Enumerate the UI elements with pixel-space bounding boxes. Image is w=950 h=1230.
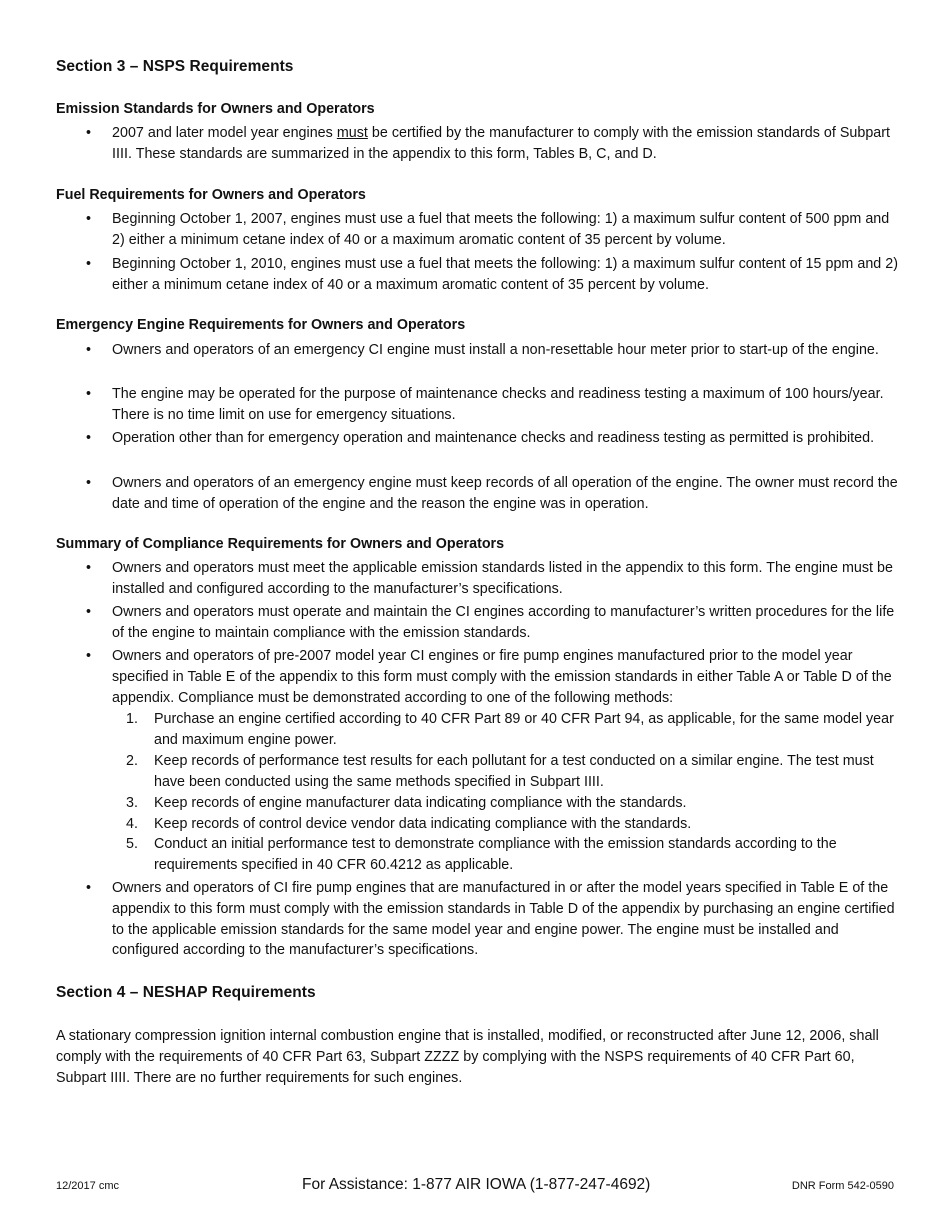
method-number: 2. <box>126 753 138 769</box>
bullet-icon: • <box>86 430 92 446</box>
summary-bullet-text: Owners and operators of pre-2007 model year CI engines or fire pump engines manufactured prior to the model year specified in Table E of the appendix to this form must comply with the emission standards in either Table A or Table D of the appendix. Compliance must be demonstrated according to one of the following methods: <box>112 648 892 706</box>
bullet-icon: • <box>86 648 92 664</box>
emergency-bullet-text: Operation other than for emergency operation and maintenance checks and readiness testing as permitted is prohibited. <box>112 430 875 446</box>
section-3-title: Section 3 – NSPS Requirements <box>56 58 294 75</box>
emergency-bullet-text: The engine may be operated for the purpose of maintenance checks and readiness testing a maximum of 100 hours/year. There is no time limit on use for emergency situations. <box>112 386 884 423</box>
bullet-icon: • <box>86 125 92 141</box>
summary-bullet-text: Owners and operators must meet the applicable emission standards listed in the appendix to this form. The engine must be installed and configured according to the manufacturer’s specifications. <box>112 560 893 597</box>
bullet-icon: • <box>86 386 92 402</box>
footer-form-number: DNR Form 542-0590 <box>791 1180 894 1192</box>
bullet-icon: • <box>86 880 92 896</box>
emission-text-underlined: must <box>336 125 368 141</box>
method-text: Keep records of control device vendor data indicating compliance with the standards. <box>154 816 692 832</box>
emission-text-end: be certified by the manufacturer to comply with the emission standards of Subpart IIII. These standards are summarized in the appendix to this form, Tables B, C, and D. <box>112 125 891 162</box>
method-number: 5. <box>126 836 138 852</box>
bullet-icon: • <box>86 256 92 272</box>
method-text: Keep records of engine manufacturer data indicating compliance with the standards. <box>154 795 687 811</box>
bullet-icon: • <box>86 475 92 491</box>
emission-standards-heading: Emission Standards for Owners and Operators <box>56 101 375 117</box>
emission-bullet-text <box>112 123 898 165</box>
bullet-icon: • <box>86 342 92 358</box>
fuel-bullet-text: Beginning October 1, 2010, engines must use a fuel that meets the following: 1) a maximum sulfur content of 15 ppm and 2) either a minimum cetane index of 40 or a maximum aromatic content of 35 percent by volume. <box>112 256 899 293</box>
method-text: Keep records of performance test results for each pollutant for a test conducted on a similar engine. The test must have been conducted using the same methods specified in Subpart IIII. <box>154 753 874 790</box>
method-number: 4. <box>126 816 138 832</box>
method-number: 1. <box>126 711 138 727</box>
method-number: 3. <box>126 795 138 811</box>
footer-revision-date: 12/2017 cmc <box>56 1180 119 1192</box>
method-text: Purchase an engine certified according to 40 CFR Part 89 or 40 CFR Part 94, as applicable, for the same model year and maximum engine power. <box>154 711 894 748</box>
fuel-requirements-heading: Fuel Requirements for Owners and Operators <box>56 187 366 203</box>
method-text: Conduct an initial performance test to demonstrate compliance with the emission standards according to the requirements specified in 40 CFR 60.4212 as applicable. <box>154 836 837 873</box>
summary-bullet-text: Owners and operators of CI fire pump engines that are manufactured in or after the model years specified in Table E of the appendix to this form must comply with the emission standards in Table D of the appendix by purchasing an engine certified to the applicable emission standards for the same model year and engine power. The engine must be installed and configured according to the manufacturer’s specifications. <box>112 880 895 959</box>
emergency-bullet-text: Owners and operators of an emergency CI engine must install a non-resettable hour meter prior to start-up of the engine. <box>112 342 879 358</box>
bullet-icon: • <box>86 604 92 620</box>
bullet-icon: • <box>86 211 92 227</box>
emergency-bullet-text: Owners and operators of an emergency engine must keep records of all operation of the engine. The owner must record the date and time of operation of the engine and the reason the engine was in operation. <box>112 475 898 512</box>
emergency-requirements-heading: Emergency Engine Requirements for Owners and Operators <box>56 317 466 333</box>
summary-bullet-text: Owners and operators must operate and maintain the CI engines according to manufacturer’s written procedures for the life of the engine to maintain compliance with the emission standards. <box>112 604 895 641</box>
summary-compliance-heading: Summary of Compliance Requirements for Owners and Operators <box>56 536 505 552</box>
footer-assistance-phone: For Assistance: 1-877 AIR IOWA (1-877-247-4692) <box>302 1176 651 1193</box>
fuel-bullet-text: Beginning October 1, 2007, engines must use a fuel that meets the following: 1) a maximum sulfur content of 500 ppm and 2) either a minimum cetane index of 40 or a maximum aromatic content of 35 percent by volume. <box>112 211 890 248</box>
emission-text-start: 2007 and later model year engines <box>112 125 337 141</box>
section-4-title: Section 4 – NESHAP Requirements <box>56 984 316 1001</box>
bullet-icon: • <box>86 560 92 576</box>
neshap-paragraph: A stationary compression ignition internal combustion engine that is installed, modified, or reconstructed after June 12, 2006, shall comply with the requirements of 40 CFR Part 63, Subpart ZZZZ by complying with the NSPS requirements of 40 CFR Part 60, Subpart IIII. There are no further requirements for such engines. <box>56 1028 879 1086</box>
